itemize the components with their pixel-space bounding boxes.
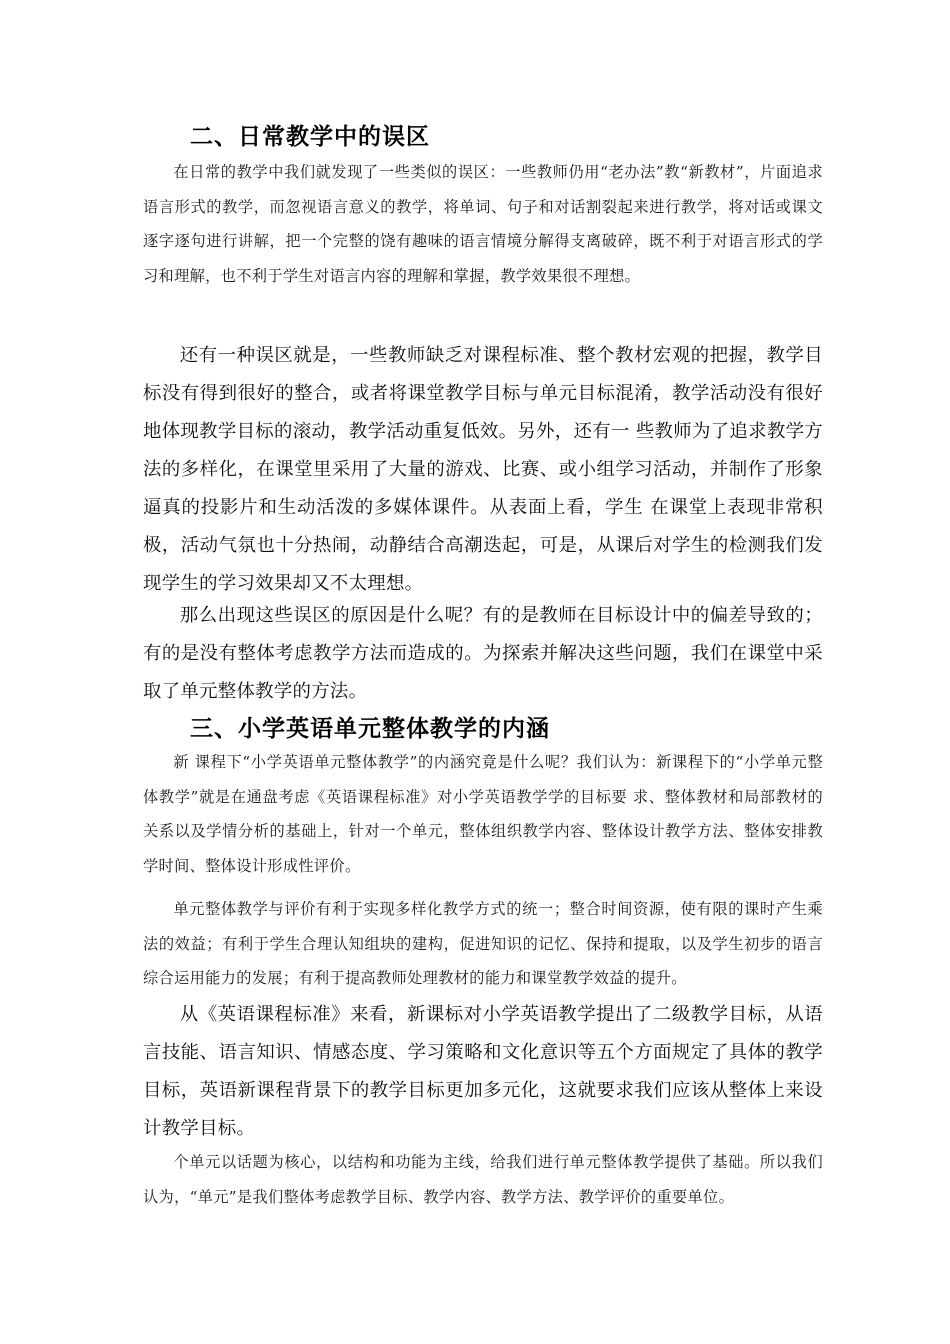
paragraph-text: 单元整体教学与评价有利于实现多样化教学方式的统一；整合时间资源，使有限的课时产生乘法的效益；有利于学生合理认知组块的建构，促进知识的记忆、保持和提取，以及学生初步的语言综合运用能力的发展；有利于提高教师处理教材的能力和课堂教学效益的提升。: [143, 900, 823, 987]
section-2-heading: 二、日常教学中的误区: [190, 124, 430, 150]
paragraph-text: 那么出现这些误区的原因是什么呢？有的是教师在目标设计中的偏差导致的；有的是没有整体考虑教学方法而造成的。为探索并解决这些问题，我们在课堂中采取了单元整体教学的方法。: [143, 605, 823, 702]
paragraph-text: 还有一种误区就是，一些教师缺乏对课程标准、整个教材宏观的把握，教学目标没有得到很好的整合，或者将课堂教学目标与单元目标混淆，教学活动没有很好地体现教学目标的滚动，教学活动重复低效。另外，还有一 些教师为了追求教学方法的多样化，在课堂里采用了大量的游戏、比赛、或小组学习活动，并制作了形象逼真的投影片和生动活泼的多媒体课件。从表面上看，学生 在课堂上表现非常积极，活动气氛也十分热闹，动静结合高潮迭起，可是，从课后对学生的检测我们发现学生的学习效果却又不太理想。: [143, 345, 823, 594]
section-3-paragraph-3: [143, 996, 823, 1148]
section-3-paragraph-4: [143, 1145, 823, 1214]
section-3-heading: 三、小学英语单元整体教学的内涵: [190, 716, 550, 742]
paragraph-text: 个单元以话题为核心，以结构和功能为主线，给我们进行单元整体教学提供了基础。所以我们认为，“单元”是我们整体考虑教学目标、教学内容、教学方法、教学评价的重要单位。: [143, 1153, 823, 1206]
section-2-paragraph-3: [143, 597, 823, 711]
paragraph-text: 在日常的教学中我们就发现了一些类似的误区：一些教师仍用“老办法”教“新教材”，片面追求语言形式的教学，而忽视语言意义的教学，将单词、句子和对话割裂起来进行教学，将对话或课文逐字逐句进行讲解，把一个完整的饶有趣味的语言情境分解得支离破碎，既不利于对语言形式的学习和理解，也不利于学生对语言内容的理解和掌握，教学效果很不理想。: [143, 163, 823, 285]
section-3-paragraph-2: [143, 892, 823, 996]
paragraph-text: 从《英语课程标准》来看，新课标对小学英语教学提出了二级教学目标，从语言技能、语言知识、情感态度、学习策略和文化意识等五个方面规定了具体的教学目标，英语新课程背景下的教学目标更加多元化，这就要求我们应该从整体上来设计教学目标。: [143, 1004, 823, 1139]
section-2-paragraph-1: [143, 155, 823, 293]
section-3-paragraph-1: [143, 745, 823, 883]
section-2-paragraph-2: [143, 337, 823, 603]
paragraph-text: 新 课程下“小学英语单元整体教学”的内涵究竟是什么呢？我们认为：新课程下的“小学单元整体教学”就是在通盘考虑《英语课程标准》对小学英语教学学的目标要 求、整体教材和局部教材的关系以及学情分析的基础上，针对一个单元，整体组织教学内容、整体设计教学方法、整体安排教学时间、整体设计形成性评价。: [143, 753, 823, 875]
